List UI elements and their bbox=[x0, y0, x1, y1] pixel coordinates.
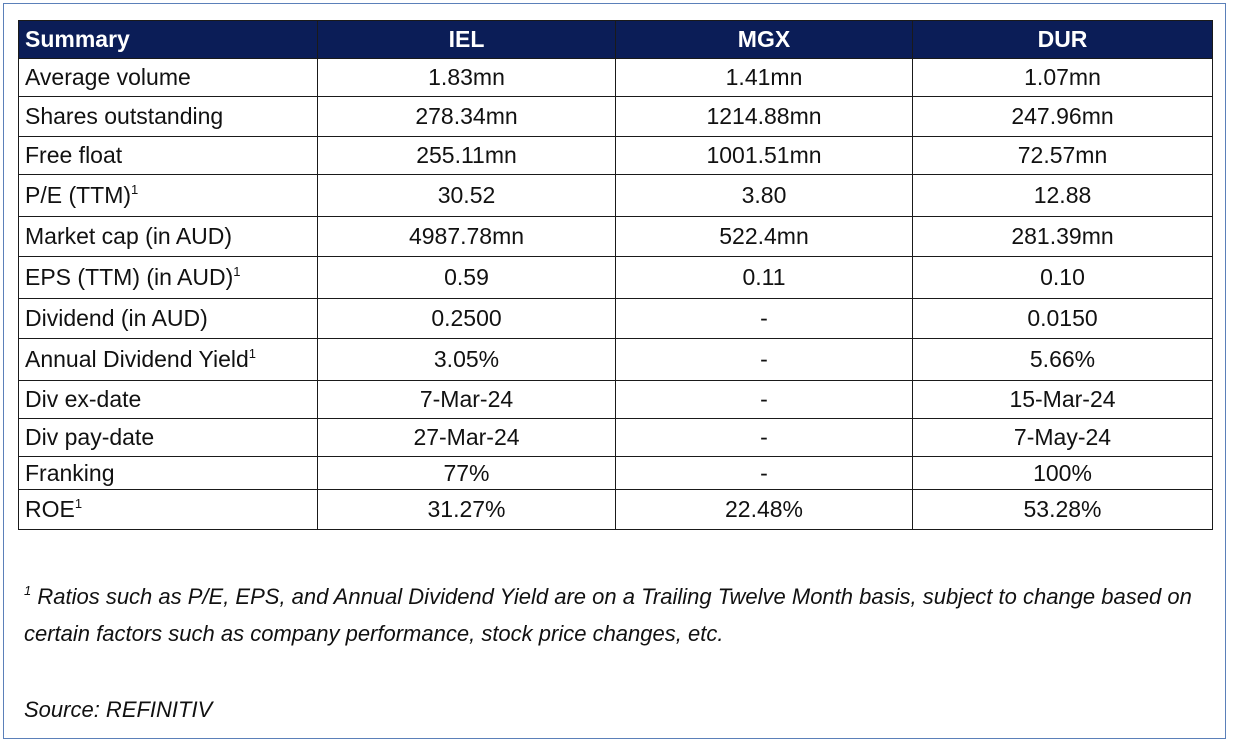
cell-mgx: 22.48% bbox=[616, 490, 913, 530]
cell-mgx: - bbox=[616, 299, 913, 339]
footnote-ref: 1 bbox=[131, 182, 139, 197]
row-label-text: Shares outstanding bbox=[25, 103, 224, 129]
cell-mgx: 522.4mn bbox=[616, 217, 913, 257]
cell-mgx: - bbox=[616, 339, 913, 381]
cell-iel: 1.83mn bbox=[318, 59, 616, 97]
cell-iel: 4987.78mn bbox=[318, 217, 616, 257]
row-label bbox=[19, 339, 318, 381]
cell-mgx: 1001.51mn bbox=[616, 137, 913, 175]
table-row bbox=[19, 490, 1213, 530]
row-label-text: EPS (TTM) (in AUD) bbox=[25, 264, 234, 290]
header-iel: IEL bbox=[318, 21, 616, 59]
table-row bbox=[19, 457, 1213, 490]
row-label-text: ROE bbox=[25, 496, 75, 522]
cell-iel: 77% bbox=[318, 457, 616, 490]
header-dur: DUR bbox=[913, 21, 1213, 59]
header-summary: Summary bbox=[19, 21, 318, 59]
cell-iel: 7-Mar-24 bbox=[318, 381, 616, 419]
cell-dur: 15-Mar-24 bbox=[913, 381, 1213, 419]
table-row bbox=[19, 59, 1213, 97]
table-body bbox=[19, 59, 1213, 530]
summary-panel bbox=[3, 3, 1226, 739]
cell-mgx: 1214.88mn bbox=[616, 97, 913, 137]
table-row bbox=[19, 217, 1213, 257]
row-label-text: Franking bbox=[25, 459, 115, 486]
cell-dur: 281.39mn bbox=[913, 217, 1213, 257]
footnote-marker: 1 bbox=[24, 583, 32, 598]
footnote bbox=[24, 578, 1214, 652]
cell-iel: 255.11mn bbox=[318, 137, 616, 175]
cell-mgx: 3.80 bbox=[616, 175, 913, 217]
table-header-row bbox=[19, 21, 1213, 59]
table-row bbox=[19, 339, 1213, 381]
summary-table bbox=[18, 20, 1213, 530]
cell-dur: 7-May-24 bbox=[913, 419, 1213, 457]
cell-iel: 30.52 bbox=[318, 175, 616, 217]
row-label-text: Market cap (in AUD) bbox=[25, 223, 233, 249]
cell-mgx: - bbox=[616, 419, 913, 457]
cell-iel: 278.34mn bbox=[318, 97, 616, 137]
table-row bbox=[19, 419, 1213, 457]
footnote-ref: 1 bbox=[74, 496, 83, 511]
cell-dur: 0.10 bbox=[913, 257, 1213, 299]
row-label-text: Div ex-date bbox=[25, 386, 142, 412]
cell-mgx: 1.41mn bbox=[616, 59, 913, 97]
header-mgx: MGX bbox=[616, 21, 913, 59]
footnote-ref: 1 bbox=[248, 346, 257, 361]
row-label bbox=[19, 299, 318, 339]
cell-iel: 0.59 bbox=[318, 257, 616, 299]
cell-dur: 1.07mn bbox=[913, 59, 1213, 97]
cell-mgx: 0.11 bbox=[616, 257, 913, 299]
cell-iel: 0.2500 bbox=[318, 299, 616, 339]
cell-dur: 100% bbox=[913, 457, 1213, 490]
table-row bbox=[19, 137, 1213, 175]
cell-mgx: - bbox=[616, 457, 913, 490]
cell-dur: 72.57mn bbox=[913, 137, 1213, 175]
row-label bbox=[19, 175, 318, 217]
cell-mgx: - bbox=[616, 381, 913, 419]
table-row bbox=[19, 175, 1213, 217]
row-label bbox=[19, 257, 318, 299]
cell-dur: 0.0150 bbox=[913, 299, 1213, 339]
cell-iel: 31.27% bbox=[318, 490, 616, 530]
row-label-text: Dividend (in AUD) bbox=[25, 305, 208, 331]
table-row bbox=[19, 299, 1213, 339]
cell-iel: 3.05% bbox=[318, 339, 616, 381]
row-label-text: Annual Dividend Yield bbox=[25, 346, 249, 372]
table-row bbox=[19, 97, 1213, 137]
row-label-text: P/E (TTM) bbox=[25, 182, 132, 208]
row-label bbox=[19, 97, 318, 137]
source-note: Source: REFINITIV bbox=[24, 697, 213, 722]
row-label bbox=[19, 137, 318, 175]
row-label bbox=[19, 419, 318, 457]
row-label bbox=[19, 381, 318, 419]
row-label-text: Average volume bbox=[25, 64, 191, 90]
cell-iel: 27-Mar-24 bbox=[318, 419, 616, 457]
row-label bbox=[19, 217, 318, 257]
row-label-text: Free float bbox=[25, 142, 123, 168]
cell-dur: 53.28% bbox=[913, 490, 1213, 530]
cell-dur: 5.66% bbox=[913, 339, 1213, 381]
row-label bbox=[19, 457, 318, 490]
row-label-text: Div pay-date bbox=[25, 424, 155, 450]
cell-dur: 12.88 bbox=[913, 175, 1213, 217]
cell-dur: 247.96mn bbox=[913, 97, 1213, 137]
row-label bbox=[19, 59, 318, 97]
row-label bbox=[19, 490, 318, 530]
footnote-text: Ratios such as P/E, EPS, and Annual Dividend Yield are on a Trailing Twelve Month basis, subject to change based on certain factors such as company performance, stock price changes, etc. bbox=[24, 584, 1192, 646]
table-row bbox=[19, 381, 1213, 419]
footnote-ref: 1 bbox=[233, 264, 241, 279]
table-row bbox=[19, 257, 1213, 299]
